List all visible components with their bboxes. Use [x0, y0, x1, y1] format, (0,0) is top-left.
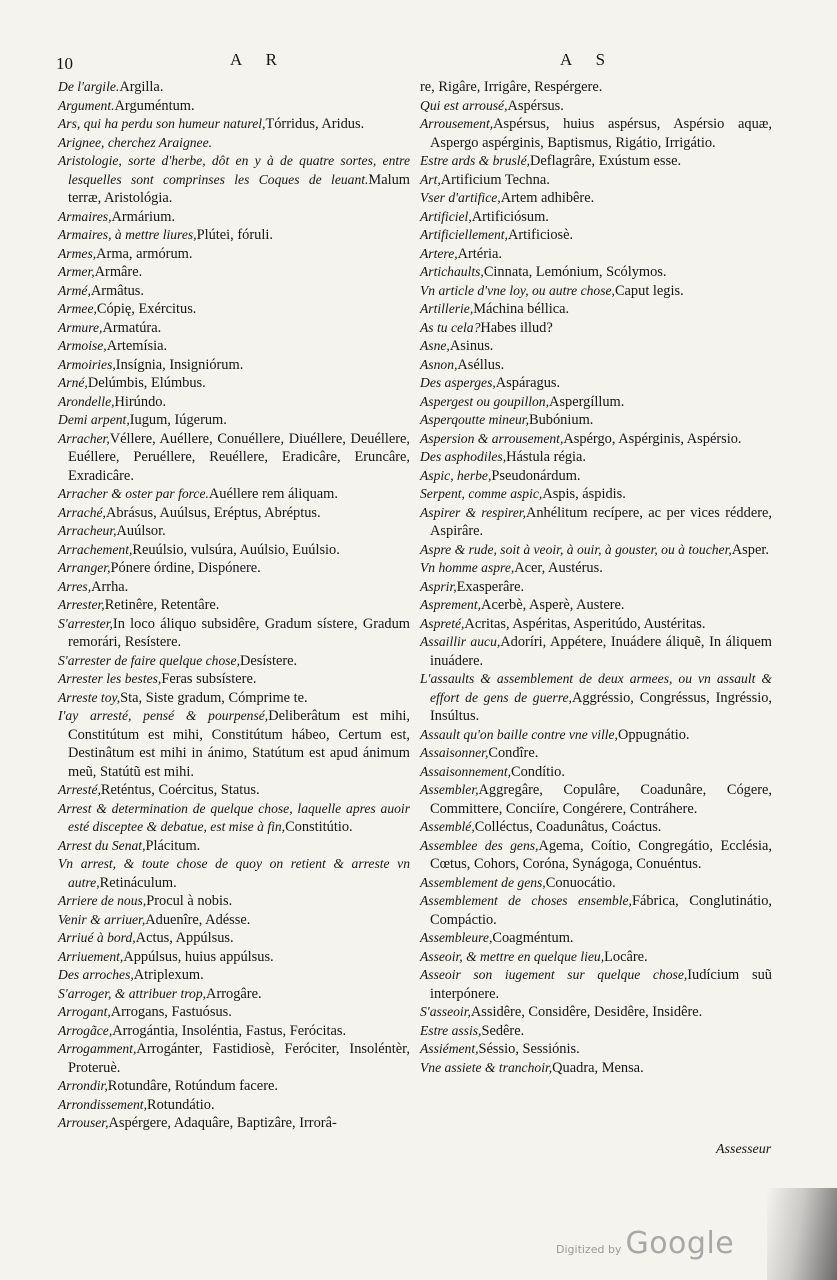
entry-headword: Aspersion & arrousement, [420, 430, 564, 446]
entry-headword: Asprement, [420, 597, 482, 612]
entry-translation: Arma, armórum. [96, 245, 193, 262]
entry-headword: S'arrester, [58, 615, 113, 631]
entry-headword: Arrachement, [58, 541, 133, 557]
dictionary-entry [58, 855, 410, 892]
entry-translation: Arrogántia, Insoléntia, Fastus, Ferócitas. [112, 1022, 347, 1039]
dictionary-entry [420, 282, 772, 301]
entry-translation: Hástula régia. [506, 449, 587, 465]
entry-headword: Asseoir son iugement sur quelque chose, [420, 967, 688, 982]
dictionary-entry [58, 78, 410, 97]
entry-translation: Atriplexum. [133, 967, 204, 983]
entry-headword: Arracher, [58, 430, 110, 446]
entry-translation: Aspis, áspidis. [542, 486, 626, 502]
entry-translation: Retináculum. [99, 874, 177, 891]
dictionary-entry [420, 300, 772, 319]
entry-headword: Estre ards & bruslé, [420, 153, 531, 168]
entry-translation: Artéria. [457, 245, 502, 262]
entry-translation: Arrogánter, Fastidiosè, Feróciter, Insoléntèr, Proteruè. [68, 1041, 410, 1076]
entry-translation: Véllere, Auéllere, Conuéllere, Diuéllere, Deuéllere, Euéllere, Peruéllere, Reuéllere, Eradicâre, Eruncâre, Exradicâre. [68, 430, 410, 484]
dictionary-entry [58, 929, 410, 948]
dictionary-entry [58, 319, 410, 338]
dictionary-entry [58, 1114, 410, 1133]
entry-headword: Art, [420, 171, 441, 187]
dictionary-entry [420, 1059, 772, 1078]
entry-headword: Assaillir aucu, [420, 634, 501, 649]
entry-translation: Armatúra. [102, 319, 162, 336]
entry-headword: S'arroger, & attribuer trop, [58, 985, 207, 1001]
entry-translation: Desístere. [239, 652, 298, 669]
entry-headword: De l'argile. [58, 79, 120, 94]
entry-translation: In loco áliquo subsidêre, Gradum sístere, Gradum remorári, Resístere. [68, 615, 410, 650]
entry-headword: Arracheur, [58, 523, 117, 538]
entry-headword: Armaires, à mettre liures, [58, 227, 197, 242]
dictionary-entry [58, 300, 410, 319]
dictionary-entry [58, 134, 410, 153]
entry-headword: Aspic, herbe, [420, 467, 492, 483]
entry-headword: Armure, [58, 319, 103, 335]
entry-translation: Pseudonárdum. [491, 467, 581, 484]
entry-translation: Aspergíllum. [549, 393, 625, 410]
dictionary-entry [58, 411, 410, 430]
dictionary-entry [420, 892, 772, 929]
dictionary-entry [420, 374, 772, 393]
entry-headword: Arrogamment, [58, 1041, 137, 1056]
dictionary-entry [58, 337, 410, 356]
entry-headword: Assembler, [420, 782, 479, 797]
entry-headword: Armé, [58, 282, 91, 298]
entry-translation: Exasperâre. [456, 578, 525, 595]
dictionary-entry [420, 670, 772, 726]
entry-translation: Agema, Coítio, Congregátio, Ecclésia, Cœtus, Cohors, Coróna, Synágoga, Conuéntus. [430, 837, 772, 872]
entry-headword: Artere, [420, 245, 458, 261]
entry-headword: Vser d'artifice, [420, 190, 501, 205]
entry-headword: Arriere de nous, [58, 893, 147, 908]
dictionary-entry [420, 559, 772, 578]
entry-translation: Coagméntum. [492, 930, 574, 946]
entry-translation: re, Rigâre, Irrigâre, Respérgere. [420, 79, 603, 95]
dictionary-entry [58, 892, 410, 911]
entry-translation: Insígnia, Insigniórum. [115, 356, 244, 373]
dictionary-entry [58, 781, 410, 800]
dictionary-entry [58, 1077, 410, 1096]
entry-translation: Cópię, Exércitus. [96, 301, 197, 317]
dictionary-entry [58, 430, 410, 486]
entry-translation: Máchina béllica. [473, 301, 570, 317]
dictionary-entry [420, 152, 772, 171]
entry-translation: Artemísia. [106, 338, 168, 354]
entry-headword: Asne, [420, 338, 450, 353]
entry-translation: Armâtus. [90, 282, 145, 299]
dictionary-entry [420, 430, 772, 449]
dictionary-entry [420, 448, 772, 467]
running-head-right: A S [560, 50, 616, 69]
entry-headword: Arriué à bord, [58, 930, 136, 945]
entry-translation: Aséllus. [457, 356, 505, 373]
entry-translation: Oppugnátio. [617, 726, 690, 743]
entry-headword: Arreste toy, [58, 689, 121, 705]
dictionary-entry [420, 578, 772, 597]
dictionary-entry [420, 504, 772, 541]
entry-translation: Assidêre, Considêre, Desidêre, Insidêre. [470, 1004, 703, 1020]
dictionary-entry [58, 1022, 410, 1041]
entry-headword: Assembleure, [420, 930, 493, 945]
dictionary-entry [58, 911, 410, 930]
entry-headword: Artillerie, [420, 301, 474, 316]
entry-headword: Arné, [58, 375, 88, 390]
entry-translation: Bubónium. [529, 412, 594, 428]
dictionary-entry [420, 115, 772, 152]
entry-headword: Arrest & determination de quelque chose, laquelle apres auoir esté disceptee & debatue, est mise à fin, [58, 800, 410, 834]
dictionary-entry [58, 208, 410, 227]
dictionary-entry [58, 541, 410, 560]
entry-translation: Tórridus, Aridus. [265, 116, 365, 132]
entry-headword: Armoiries, [58, 356, 116, 372]
entry-headword: Arrouser, [58, 1115, 109, 1130]
entry-translation: Procul à nobis. [146, 893, 233, 909]
dictionary-entry [58, 1003, 410, 1022]
dictionary-entry [420, 97, 772, 116]
entry-translation: Aduenîre, Adésse. [145, 911, 251, 928]
entry-translation: Armâre. [94, 264, 143, 280]
entry-translation: Aspérgo, Aspérginis, Aspérsio. [563, 430, 742, 447]
dictionary-entry [58, 559, 410, 578]
dictionary-entry [58, 596, 410, 615]
entry-translation: Sta, Siste gradum, Cómprime te. [120, 689, 308, 706]
entry-translation: Arguméntum. [114, 97, 195, 114]
entry-headword: Arondelle, [58, 393, 115, 409]
dictionary-entry [420, 208, 772, 227]
entry-translation: Quadra, Mensa. [552, 1059, 644, 1076]
dictionary-entry [420, 929, 772, 948]
entry-translation: Fábrica, Conglutinátio, Compáctio. [430, 893, 773, 928]
dictionary-entry [420, 171, 772, 190]
entry-headword: Arrogant, [58, 1004, 111, 1019]
entry-translation: Aspérsus. [507, 97, 564, 114]
entry-translation: Abrásus, Auúlsus, Eréptus, Abréptus. [105, 504, 321, 521]
dictionary-entry [420, 356, 772, 375]
dictionary-entry [58, 689, 410, 708]
entry-headword: Aspreté, [420, 615, 465, 631]
entry-translation: Argilla. [119, 79, 164, 95]
dictionary-entry [420, 226, 772, 245]
dictionary-entry [58, 615, 410, 652]
entry-translation: Constitútio. [285, 819, 353, 835]
entry-headword: Demi arpent, [58, 412, 130, 427]
entry-headword: Arrogãce, [58, 1022, 113, 1038]
left-column [58, 78, 410, 1133]
entry-translation: Deflagrâre, Exústum esse. [530, 153, 682, 169]
google-watermark [556, 1226, 734, 1261]
entry-headword: Arrest du Senat, [58, 837, 146, 853]
entry-translation: Asinus. [449, 338, 494, 354]
dictionary-entry [58, 245, 410, 264]
entry-headword: Arresté, [58, 782, 101, 797]
running-head-left: A R [230, 50, 287, 69]
entry-headword: Asprir, [420, 578, 457, 594]
entry-translation: Arrogâre. [206, 985, 262, 1002]
entry-headword: Argument. [58, 97, 115, 113]
entry-headword: Qui est arrousé, [420, 97, 508, 113]
entry-headword: Des asperges, [420, 375, 496, 390]
entry-headword: Des arroches, [58, 967, 134, 982]
entry-translation: Condîre. [488, 745, 539, 761]
entry-headword: Arracher & oster par force. [58, 486, 209, 501]
entry-translation: Aggregâre, Copulâre, Coadunâre, Cógere, Committere, Conciíre, Congérere, Contráhere. [430, 782, 772, 817]
dictionary-entry [420, 874, 772, 893]
entry-headword: Assemblee des gens, [420, 837, 539, 853]
dictionary-entry [420, 615, 772, 634]
entry-headword: Artificiel, [420, 208, 472, 224]
entry-translation: Deliberâtum est mihi, Constitútum est mihi, Constitútum hábeo, Certum est, Destinâtum est mihi in ánimo, Statútum est apud ánimum meũ, Statútũ est mihi. [68, 708, 411, 780]
entry-translation: Arrogans, Fastuósus. [110, 1004, 232, 1020]
dictionary-entry [420, 763, 772, 782]
page-number: 10 [56, 54, 73, 73]
entry-translation: Feras subsístere. [161, 671, 257, 687]
dictionary-entry [420, 781, 772, 818]
entry-headword: Artificiellement, [420, 227, 508, 242]
entry-translation: Caput legis. [614, 282, 684, 299]
dictionary-entry [420, 837, 772, 874]
entry-headword: Arrester les bestes, [58, 671, 162, 686]
right-column [420, 78, 772, 1077]
entry-headword: Aspergest ou goupillon, [420, 393, 550, 409]
entry-headword: Aspre & rude, soit à veoir, à ouir, à gouster, ou à toucher, [420, 541, 732, 557]
entry-translation: Acerbè, Asperè, Austere. [481, 597, 625, 613]
entry-translation: Arrha. [91, 578, 129, 595]
entry-translation: Iugum, Iúgerum. [129, 412, 227, 428]
dictionary-entry [420, 1040, 772, 1059]
entry-headword: Arraché, [58, 504, 106, 520]
entry-translation: Delúmbis, Elúmbus. [87, 375, 206, 391]
entry-headword: Asnon, [420, 356, 458, 372]
dictionary-entry [58, 1040, 410, 1077]
dictionary-entry [420, 467, 772, 486]
entry-headword: Serpent, comme aspic, [420, 486, 543, 501]
entry-translation: Artem adhibêre. [500, 190, 595, 206]
dictionary-entry [58, 985, 410, 1004]
google-logo: Google [625, 1226, 735, 1261]
dictionary-entry [58, 115, 410, 134]
entry-translation: Conuocátio. [545, 874, 616, 891]
entry-translation: Sedêre. [481, 1022, 525, 1039]
entry-headword: Assemblement de gens, [420, 874, 546, 890]
dictionary-entry [58, 966, 410, 985]
entry-translation: Pónere órdine, Dispónere. [110, 560, 261, 576]
entry-headword: I'ay arresté, pensé & pourpensé, [58, 708, 269, 723]
entry-headword: Asseoir, & mettre en quelque lieu, [420, 948, 605, 964]
dictionary-entry [420, 337, 772, 356]
entry-translation: Habes illud? [480, 319, 553, 336]
dictionary-entry [420, 966, 772, 1003]
entry-headword: Des asphodiles, [420, 449, 507, 464]
entry-translation: Retinêre, Retentâre. [104, 597, 220, 613]
entry-headword: Ars, qui ha perdu son humeur naturel, [58, 116, 266, 131]
entry-headword: Aspirer & respirer, [420, 504, 526, 520]
entry-headword: Vne assiete & tranchoir, [420, 1059, 553, 1075]
dictionary-entry [420, 596, 772, 615]
dictionary-entry [420, 541, 772, 560]
entry-translation: Auúlsor. [116, 523, 166, 539]
entry-headword: L'assaults & assemblement de deux armees, ou vn assault & effort de gens de guerre, [420, 671, 772, 705]
entry-headword: S'arrester de faire quelque chose, [58, 652, 240, 668]
entry-headword: Armer, [58, 264, 95, 279]
entry-translation: Condítio. [511, 763, 565, 780]
dictionary-entry [58, 1096, 410, 1115]
dictionary-entry [58, 152, 410, 208]
entry-translation: Aspérsus, huius aspérsus, Aspérsio aquæ, Aspergo aspérginis, Baptismus, Rigátio, Irrigátio. [430, 116, 772, 151]
dictionary-entry [58, 652, 410, 671]
dictionary-entry [420, 263, 772, 282]
dictionary-entry [420, 319, 772, 338]
entry-headword: Assemblé, [420, 819, 475, 834]
entry-headword: Armee, [58, 301, 97, 316]
entry-headword: Assaisonnement, [420, 763, 511, 779]
entry-headword: Estre assis, [420, 1022, 482, 1038]
entry-translation: Reténtus, Coércitus, Status. [100, 782, 260, 798]
dictionary-entry [58, 97, 410, 116]
entry-translation: Appúlsus, huius appúlsus. [123, 948, 274, 965]
entry-translation: Plácitum. [145, 837, 201, 854]
dictionary-entry [420, 411, 772, 430]
entry-translation: Anhélitum recípere, ac per vices réddere, Aspirâre. [430, 504, 772, 539]
dictionary-entry [58, 504, 410, 523]
entry-headword: As tu cela? [420, 319, 481, 335]
entry-translation: Adoríri, Appétere, Inuádere áliquẽ, In áliquem inuádere. [430, 634, 772, 669]
catchword: Assesseur [716, 1142, 772, 1157]
entry-headword: Armes, [58, 245, 97, 261]
entry-translation: Aggréssio, Congréssus, Ingréssio, Insúltus. [430, 689, 772, 724]
entry-headword: Arrondissement, [58, 1096, 147, 1112]
dictionary-entry [58, 707, 410, 781]
entry-headword: Assaisonner, [420, 745, 489, 760]
entry-headword: Assemblement de choses ensemble, [420, 893, 632, 908]
dictionary-entry [420, 948, 772, 967]
entry-headword: Arriuement, [58, 948, 124, 964]
dictionary-entry [58, 948, 410, 967]
entry-translation: Asper. [731, 541, 769, 558]
entry-translation: Colléctus, Coadunâtus, Coáctus. [474, 819, 662, 835]
entry-headword: Arrousement, [420, 116, 494, 131]
entry-headword: Vn arrest, & toute chose de quoy on retient & arreste vn autre, [58, 856, 410, 890]
dictionary-entry [58, 356, 410, 375]
entry-translation: Rotundâre, Rotúndum facere. [107, 1078, 278, 1094]
entry-headword: Arres, [58, 578, 92, 594]
entry-translation: Malum terræ, Aristológia. [68, 171, 410, 206]
dictionary-entry [420, 189, 772, 208]
entry-headword: Vn homme aspre, [420, 560, 515, 575]
dictionary-entry [58, 670, 410, 689]
entry-translation: Iudícium suũ interpónere. [430, 967, 772, 1002]
dictionary-entry [420, 485, 772, 504]
entry-translation: Aspérgere, Adaquâre, Baptizâre, Irrorâ- [108, 1115, 337, 1131]
dictionary-entry [58, 578, 410, 597]
entry-headword: Arrondir, [58, 1078, 108, 1093]
dictionary-entry [420, 633, 772, 670]
dictionary-entry [58, 263, 410, 282]
entry-headword: Assault qu'on baille contre vne ville, [420, 726, 618, 742]
dictionary-entry [420, 245, 772, 264]
entry-headword: Artichaults, [420, 264, 484, 279]
dictionary-entry [58, 393, 410, 412]
entry-translation: Aspáragus. [495, 375, 561, 391]
entry-headword: Assiément, [420, 1041, 479, 1056]
entry-translation: Séssio, Sessiónis. [478, 1041, 580, 1057]
entry-headword: Aristologie, sorte d'herbe, dôt en y à de quatre sortes, entre lesquelles sont comprinses les Coques de leuant. [58, 153, 410, 187]
entry-headword: Arignee, cherchez Araignee. [58, 134, 213, 150]
dictionary-entry [420, 393, 772, 412]
entry-translation: Acer, Austérus. [514, 560, 603, 576]
entry-translation: Rotundátio. [146, 1096, 215, 1113]
entry-translation: Artificiósum. [471, 208, 549, 225]
dictionary-entry [420, 818, 772, 837]
entry-headword: Armoise, [58, 338, 107, 353]
entry-translation: Reuúlsio, vulsúra, Auúlsio, Euúlsio. [132, 541, 340, 558]
dictionary-entry [420, 1003, 772, 1022]
dictionary-entry [58, 374, 410, 393]
entry-headword: Arranger, [58, 560, 111, 575]
entry-translation: Acritas, Aspéritas, Asperitúdo, Austéritas. [464, 615, 706, 632]
entry-translation: Auéllere rem áliquam. [208, 486, 338, 502]
dictionary-entry [58, 226, 410, 245]
dictionary-entry [420, 744, 772, 763]
entry-translation: Cinnata, Lemónium, Scólymos. [483, 264, 667, 280]
entry-translation: Actus, Appúlsus. [135, 930, 234, 946]
dictionary-entry [420, 78, 772, 97]
dictionary-entry [58, 485, 410, 504]
entry-translation: Hirúndo. [114, 393, 167, 410]
entry-translation: Locâre. [604, 948, 648, 965]
entry-headword: Asperqoutte mineur, [420, 412, 529, 427]
entry-translation: Plútei, fóruli. [196, 227, 273, 243]
entry-headword: S'asseoir, [420, 1004, 471, 1019]
digitized-by-label: Digitized by [556, 1243, 622, 1256]
dictionary-entry [58, 522, 410, 541]
entry-headword: Arrester, [58, 597, 105, 612]
dictionary-entry [58, 800, 410, 837]
entry-headword: Armaires, [58, 208, 112, 224]
entry-translation: Armárium. [111, 208, 176, 225]
dictionary-entry [58, 837, 410, 856]
dictionary-entry [420, 726, 772, 745]
page-edge-shadow [767, 1188, 837, 1280]
dictionary-entry [58, 282, 410, 301]
entry-translation: Artificium Techna. [440, 171, 550, 188]
entry-headword: Vn article d'vne loy, ou autre chose, [420, 282, 615, 298]
entry-headword: Venir & arriuer, [58, 911, 146, 927]
dictionary-entry [420, 1022, 772, 1041]
entry-translation: Artificiosè. [507, 227, 574, 243]
